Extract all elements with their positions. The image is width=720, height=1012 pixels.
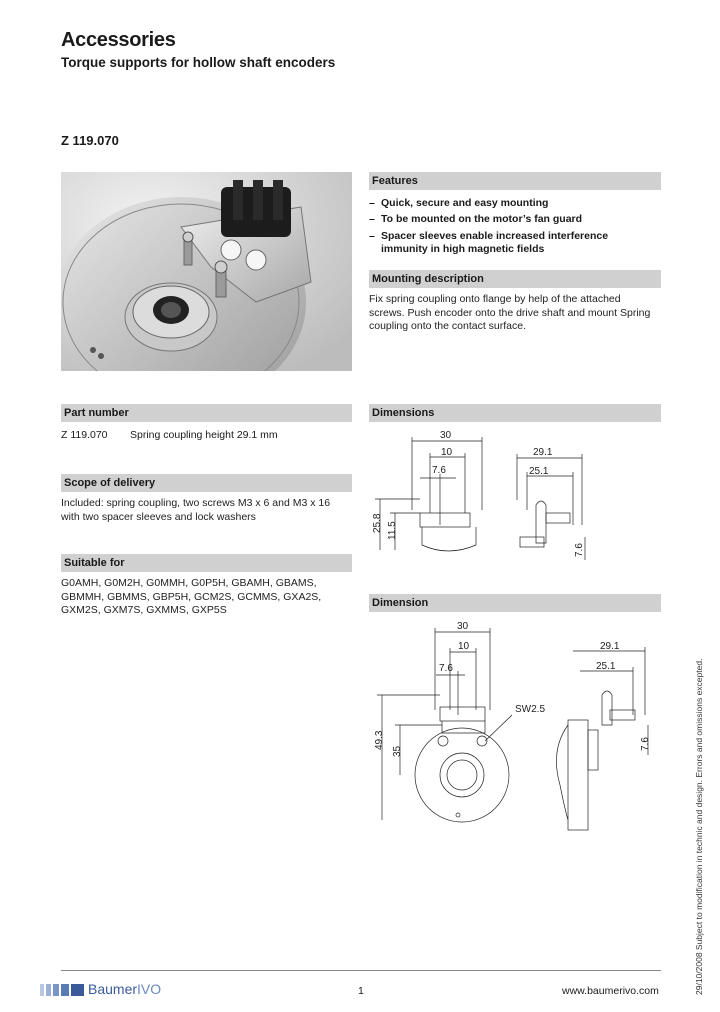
dim-25-1: 25.1 bbox=[529, 466, 549, 477]
dimension-drawing-1 bbox=[360, 425, 660, 565]
feature-item: – Quick, secure and easy mounting bbox=[369, 197, 549, 209]
page-subtitle: Torque supports for hollow shaft encoders bbox=[61, 55, 336, 70]
dim-30: 30 bbox=[440, 430, 452, 441]
dim-7-6: 7.6 bbox=[439, 663, 453, 674]
mounting-text: Fix spring coupling onto flange by help of the attached screws. Push encoder onto the drive shaft and mount Spring coupling onto the contact surface. bbox=[369, 293, 651, 332]
page-title: Accessories bbox=[61, 29, 176, 51]
website-link[interactable]: www.baumerivo.com bbox=[562, 985, 659, 997]
disclaimer-note: 29/10/2008 Subject to modification in technic and design. Errors and omissions excepted. bbox=[694, 658, 704, 995]
page-number: 1 bbox=[358, 985, 364, 997]
product-photo bbox=[61, 172, 352, 371]
dimension-drawing-2 bbox=[360, 615, 665, 845]
dim-29-1: 29.1 bbox=[600, 641, 620, 652]
suitable-text: G0AMH, G0M2H, G0MMH, G0P5H, GBAMH, GBAMS, GBMMH, GBMMS, GBP5H, GCM2S, GCMMS, GXA2S, GXM2S, GXM7S, GXMMS, GXP5S bbox=[61, 577, 322, 616]
dim-10: 10 bbox=[441, 447, 453, 458]
dim-10: 10 bbox=[458, 641, 470, 652]
dim-25-1: 25.1 bbox=[596, 661, 616, 672]
part-number-heading: Part number bbox=[61, 404, 352, 422]
dim-25-8: 25.8 bbox=[372, 513, 383, 533]
dim-11-5: 11.5 bbox=[387, 521, 398, 540]
scope-heading: Scope of delivery bbox=[61, 474, 352, 492]
features-heading: Features bbox=[369, 172, 661, 190]
dimensions-heading: Dimensions bbox=[369, 404, 661, 422]
scope-text: Included: spring coupling, two screws M3 x 6 and M3 x 16 with two spacer sleeves and lock washers bbox=[61, 497, 331, 523]
dimension-heading: Dimension bbox=[369, 594, 661, 612]
brand-logo: BaumerIVO bbox=[88, 981, 162, 997]
dim-7-6-v: 7.6 bbox=[640, 737, 651, 751]
part-number-description: Spring coupling height 29.1 mm bbox=[130, 429, 278, 441]
dim-30: 30 bbox=[457, 621, 469, 632]
dim-49-3: 49.3 bbox=[374, 730, 385, 750]
feature-item: – To be mounted on the motor’s fan guard bbox=[369, 213, 583, 225]
baumer-logo-icon bbox=[40, 984, 84, 996]
dim-35: 35 bbox=[392, 745, 403, 757]
footer-divider bbox=[61, 970, 661, 971]
suitable-heading: Suitable for bbox=[61, 554, 352, 572]
part-number-code: Z 119.070 bbox=[61, 429, 108, 441]
dim-7-6: 7.6 bbox=[432, 465, 446, 476]
dim-29-1: 29.1 bbox=[533, 447, 553, 458]
mounting-heading: Mounting description bbox=[369, 270, 661, 288]
dim-7-6-v: 7.6 bbox=[574, 543, 585, 557]
dim-sw2-5: SW2.5 bbox=[515, 704, 546, 715]
model-number: Z 119.070 bbox=[61, 133, 119, 148]
feature-item: – Spacer sleeves enable increased interference immunity in high magnetic fields bbox=[369, 230, 609, 255]
